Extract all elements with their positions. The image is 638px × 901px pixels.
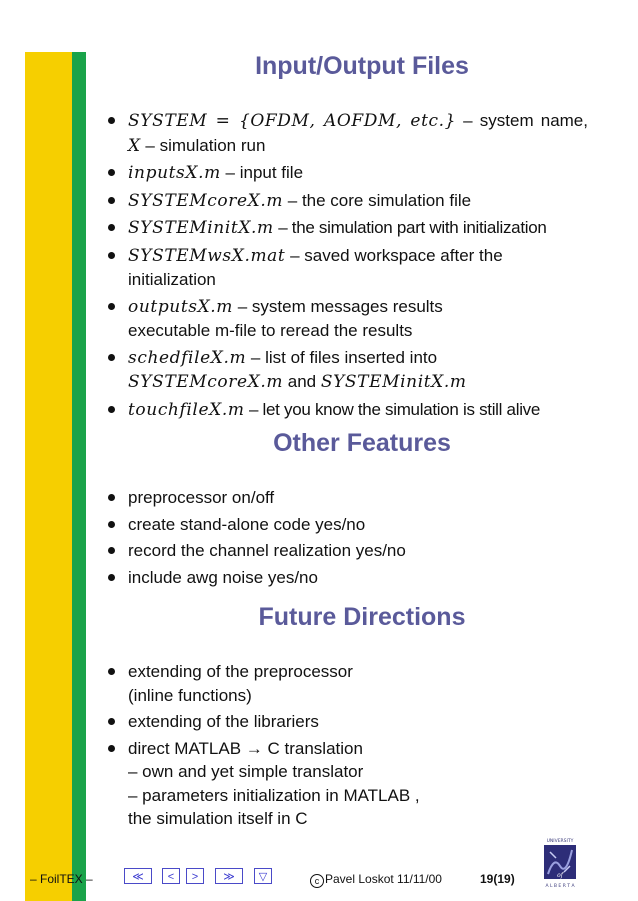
list-item: direct MATLAB → C translation – own and yet simple translator – parameters initialization in MATLAB , the simulation itself in C [108,737,588,831]
list-item: create stand-alone code yes/no [108,513,588,537]
list-item: extending of the librariers [108,710,588,734]
list-item: SYSTEM = {OFDM, AOFDM, etc.} – system name, X – simulation run [108,109,588,158]
logo-text-mid: of [557,872,563,879]
page-number: 19(19) [480,872,515,886]
list-item: outputsX.m – system messages results executable m-file to reread the results [108,295,588,343]
heading-other-features: Other Features [273,429,451,457]
copyright-icon: c [310,874,324,888]
nav-next-button[interactable]: > [186,868,204,884]
io-file-list [108,109,588,425]
list-item: preprocessor on/off [108,486,588,510]
logo-text-bottom: A L B E R T A [545,884,575,889]
heading-future-directions: Future Directions [258,603,466,631]
list-item: record the channel realization yes/no [108,539,588,563]
nav-prev-button[interactable]: < [162,868,180,884]
nav-first-button[interactable]: ≪ [124,868,152,884]
foiltex-label: – FoilTEX – [30,872,93,886]
author-credit: c Pavel Loskot 11/11/00 [310,872,442,888]
list-item: extending of the preprocessor (inline functions) [108,660,588,707]
heading-input-output-files: Input/Output Files [255,52,469,80]
list-item: SYSTEMcoreX.m – the core simulation file [108,189,588,214]
nav-back-button[interactable]: ▽ [254,868,272,884]
university-logo [538,836,582,892]
other-features-list [108,486,588,592]
list-item: touchfileX.m – let you know the simulation is still alive [108,398,588,423]
future-directions-list [108,660,588,834]
list-item: schedfileX.m – list of files inserted into SYSTEMcoreX.m and SYSTEMinitX.m [108,346,588,395]
list-item: SYSTEMwsX.mat – saved workspace after the initialization [108,244,588,292]
list-item: inputsX.m – input file [108,161,588,186]
nav-last-button[interactable]: ≫ [215,868,243,884]
list-item: SYSTEMinitX.m – the simulation part with initialization [108,216,588,241]
footer [0,839,638,892]
decorative-yellow-bar [25,52,72,901]
decorative-green-bar [72,52,86,901]
list-item: include awg noise yes/no [108,566,588,590]
logo-text-top: UNIVERSITY [546,839,574,844]
